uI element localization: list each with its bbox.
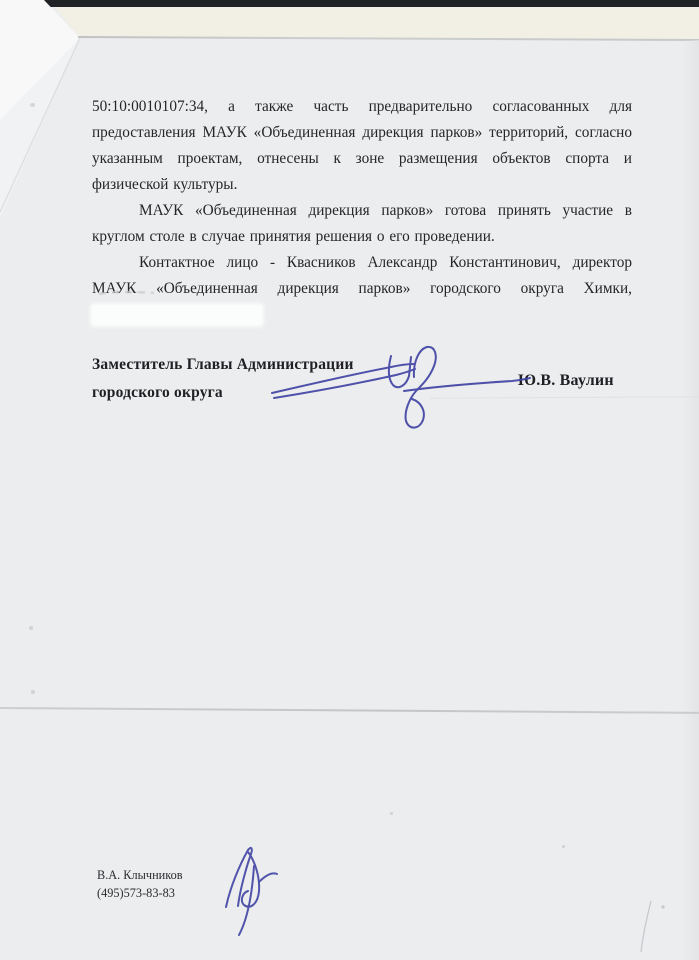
paper-speck <box>390 812 393 815</box>
redaction-bar <box>92 305 262 325</box>
letter-body <box>92 94 632 325</box>
signer-name: Ю.В. Ваулин <box>518 372 614 389</box>
contact-name: В.А. Клычников <box>97 868 183 882</box>
contact-footer <box>97 867 183 902</box>
klychnikov-signature-ink <box>226 848 277 935</box>
contact-phone: (495)573-83-83 <box>97 885 175 900</box>
fold-line-middle <box>0 707 699 713</box>
body-paragraph-2: МАУК «Объединенная дирекция парков» готова принять участие в круглом столе в случае принятия решения о его проведении. <box>92 202 632 245</box>
body-paragraph-3: Контактное лицо - Квасников Александр Константинович, директор МАУК «Объединенная дирекция парков» городского округа Химки, <box>92 254 632 297</box>
signatory-title-line-1: Заместитель Главы Администрации <box>92 356 354 373</box>
paper-speck <box>661 905 664 908</box>
paper-speck <box>562 845 565 848</box>
paper-speck <box>31 690 35 694</box>
body-paragraph-1: 50:10:0010107:34, а также часть предварительно согласованных для предоставления МАУК «Объединенная дирекция парков» территорий, согласно указанным проектам, отнесены к зоне размещения объектов спорта и физической культуры. <box>92 98 632 193</box>
signatory-title-line-2: городского округа <box>92 383 223 401</box>
paper-right-edge-shadow <box>683 40 699 960</box>
paper-speck <box>30 103 35 107</box>
signatory-title <box>92 351 354 406</box>
paper-speck <box>29 626 33 630</box>
fold-shadow-under-signature <box>430 396 699 398</box>
scanner-background-strip <box>40 0 699 7</box>
pencil-mark <box>641 901 651 952</box>
